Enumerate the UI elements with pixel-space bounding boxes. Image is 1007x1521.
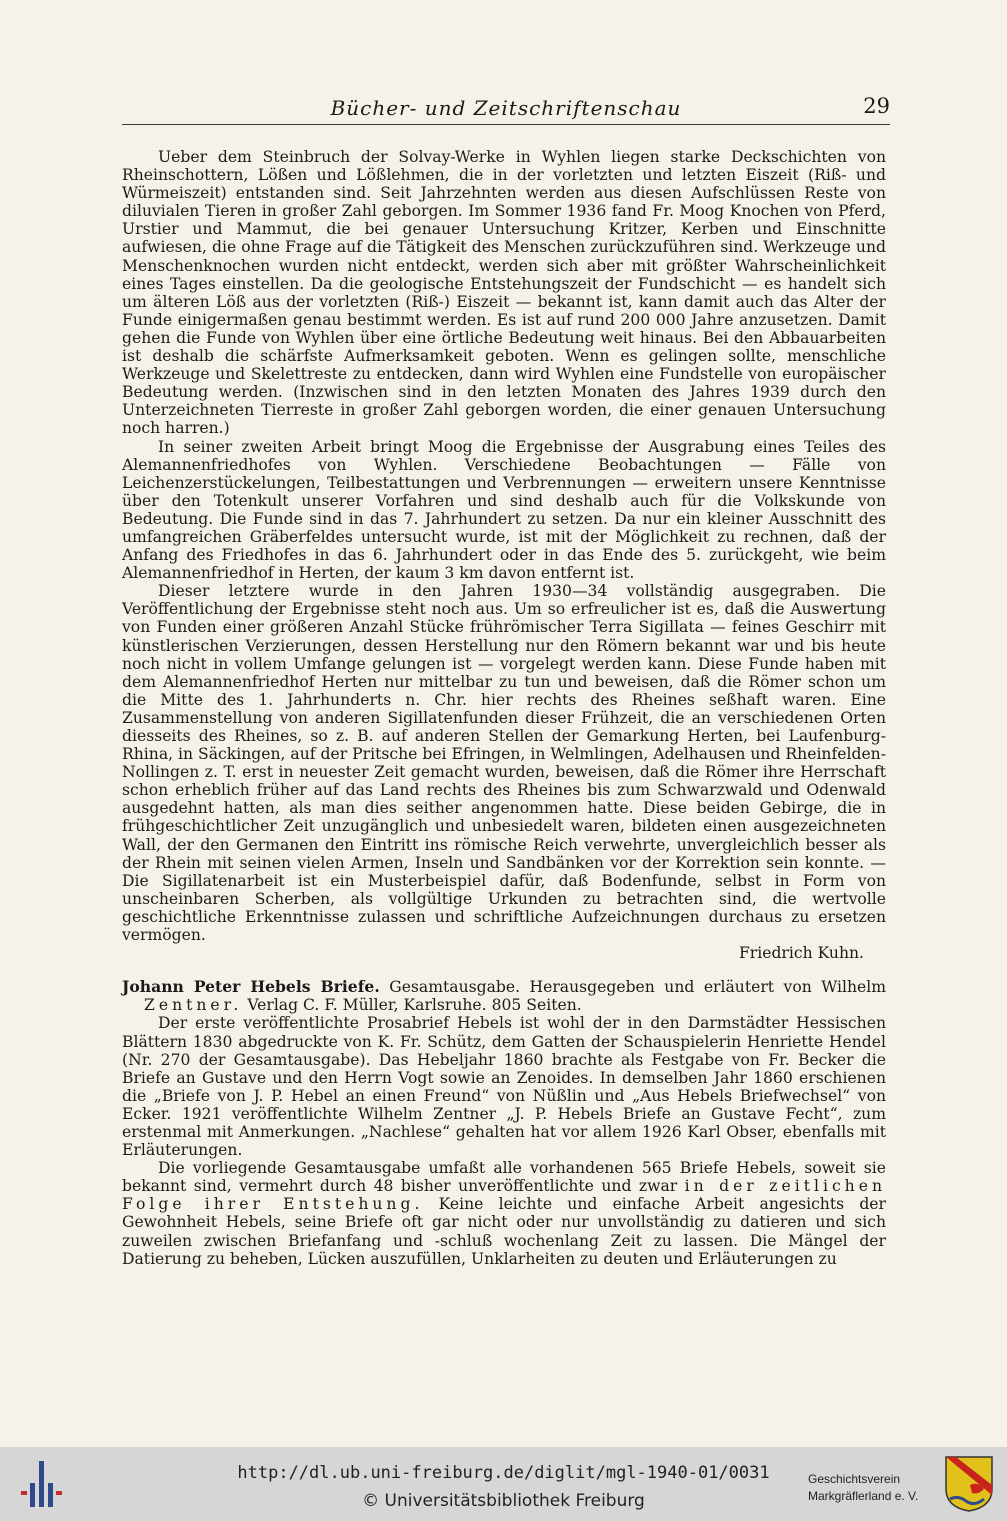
paragraph-1: Ueber dem Steinbruch der Solvay-Werke in Wyhlen liegen starke Deckschichten von Rheinschottern, Lößen und Lößlehmen, die in der vorletzten und letzten Eiszeit (Riß- und Würmeiszeit) entstanden sind. Seit Jahrzehnten werden aus diesen Aufschlüssen Reste von diluvialen Tieren in großer Zahl geborgen. Im Sommer 1936 fand Fr. Moog Knochen von Pferd, Urstier und Mammut, die bei genauer Untersuchung Kritzer, Kerben und Einschnitte aufwiesen, die ohne Frage auf die Tätigkeit des Menschen zurückzuführen sind. Werkzeuge und Menschenknochen wurden nicht entdeckt, werden sich aber mit größter Wahrscheinlichkeit eines Tages einstellen. Da die geologische Entstehungszeit der Fundschicht — es handelt sich um älteren Löß aus der vorletzten (Riß-) Eiszeit — bekannt ist, kann damit auch das Alter der Funde einigermaßen genau bestimmt werden. Es ist auf rund 200 000 Jahre anzusetzen. Damit gehen die Funde von Wyhlen über eine örtliche Bedeutung weit hinaus. Bei den Abbauarbeiten ist deshalb die schärfste Aufmerksamkeit geboten. Wenn es gelingen sollte, menschliche Werkzeuge und Skelettreste zu entdecken, dann wird Wyhlen eine Fundstelle von europäischer Bedeutung werden. (Inzwischen sind in den letzten Monaten des Jahres 1939 durch den Unterzeichneten Tierreste in großer Zahl geborgen worden, die einer genauen Untersuchung noch harren.) <box>122 148 886 438</box>
review-title: Johann Peter Hebels Briefe. <box>122 977 380 997</box>
review-details-b: Verlag C. F. Müller, Karlsruhe. 805 Seiten. <box>247 996 582 1015</box>
footer-url-link[interactable]: http://dl.ub.uni-freiburg.de/diglit/mgl-1940-01/0031 <box>237 1463 770 1483</box>
running-head <box>122 96 890 125</box>
society-name <box>808 1471 943 1505</box>
text-column <box>122 148 886 1268</box>
review-heading <box>122 978 886 1014</box>
footer-copyright: © Universitätsbibliothek Freiburg <box>362 1491 645 1511</box>
society-name-line1: Geschichtsverein <box>808 1472 901 1486</box>
page-number: 29 <box>863 94 890 118</box>
paragraph-2: In seiner zweiten Arbeit bringt Moog die Ergebnisse der Ausgrabung eines Teiles des Alemannenfriedhofes von Wyhlen. Verschiedene Beobachtungen — Fälle von Leichenzerstückelungen, Teilbestattungen und Verbrennungen — erweitern unsere Kenntnisse über den Totenkult unserer Vorfahren und sind deshalb auch für die Volkskunde von Bedeutung. Die Funde sind in das 7. Jahrhundert zu setzen. Da nur ein kleiner Ausschnitt des umfangreichen Gräberfeldes untersucht wurde, ist mit der Möglichkeit zu rechnen, daß der Anfang des Friedhofes in das 6. Jahrhundert oder in das Ende des 5. zurückgeht, wie beim Alemannenfriedhof in Herten, der kaum 3 km davon entfernt ist. <box>122 437 886 583</box>
review-paragraph-1: Der erste veröffentlichte Prosabrief Hebels ist wohl der in den Darmstädter Hessischen Blättern 1830 abgedruckte von K. Fr. Schütz, dem Gatten der Schauspielerin Henriette Hendel (Nr. 270 der Gesamtausgabe). Das Hebeljahr 1860 brachte als Festgabe von Fr. Becker die Briefe an Gustave und den Herrn Vogt sowie an Zenoides. In demselben Jahr 1860 erschienen die „Briefe von J. P. Hebel an einen Freund“ von Nüßlin und „Aus Hebels Briefwechsel“ von Ecker. 1921 veröffentlichte Wilhelm Zentner „J. P. Hebels Briefe an Gustave Fecht“, zum erstenmal mit Anmerkungen. „Nachlese“ gehalten hat vor allem 1926 Karl Obser, ebenfalls mit Erläuterungen. <box>122 1014 886 1160</box>
review-editor: Zentner. <box>144 996 243 1015</box>
coat-of-arms-icon <box>944 1455 994 1513</box>
review-details-a: Gesamtausgabe. Herausgegeben und erläutert von Wilhelm <box>389 978 886 997</box>
review-paragraph-2 <box>122 1159 886 1268</box>
running-title: Bücher- und Zeitschriftenschau <box>330 96 682 120</box>
author-signature: Friedrich Kuhn. <box>738 944 864 963</box>
viewer-footer <box>0 1447 1007 1521</box>
paragraph-3: Dieser letztere wurde in den Jahren 1930—34 vollständig ausgegraben. Die Veröffentlichung der Ergebnisse steht noch aus. Um so erfreulicher ist es, daß die Auswertung von Funden einer größeren Anzahl Stücke frührömischer Terra Sigillata — feines Geschirr mit künstlerischen Verzierungen, dessen Herstellung nur den Römern bekannt war und bis heute noch nicht in vollem Umfange gelungen ist — vorgelegt werden kann. Diese Funde haben mit dem Alemannenfriedhof Herten nur mittelbar zu tun und beweisen, daß die Römer schon um die Mitte des 1. Jahrhunderts n. Chr. hier rechts des Rheines seßhaft waren. Eine Zusammenstellung von anderen Sigillatenfunden dieser Frühzeit, die an verschiedenen Orten diesseits des Rheines, so z. B. auf anderen Stellen der Gemarkung Herten, bei Laufenburg-Rhina, in Säckingen, auf der Pritsche bei Efringen, in Welmlingen, Adelhausen und Rheinfelden-Nollingen z. T. erst in neuester Zeit gemacht wurden, beweisen, daß die Römer ihre Herrschaft schon erheblich früher auf das Land rechts des Rheines bis zum Schwarzwald und Odenwald ausgedehnt hatten, als man dies seither angenommen hatte. Diese beiden Gebirge, die in frühgeschichtlicher Zeit unzugänglich und unbesiedelt waren, bildeten einen ausgezeichneten Wall, der den Germanen den Eintritt ins römische Reich verwehrte, unvergleichlich besser als der Rhein mit seinen vielen Armen, Inseln und Sandbänken vor der Korrektion sein konnte. — Die Sigillatenarbeit ist ein Musterbeispiel dafür, daß Bodenfunde, selbst in Form von unscheinbaren Scherben, als vollgültige Urkunden zu betrachten sind, die wertvolle geschichtliche Erkenntnisse zulassen und schriftliche Aufzeichnungen durchaus zu ersetzen vermögen. <box>122 582 886 945</box>
review-paragraph-2-part2: Keine leichte und einfache Arbeit angesichts der Gewohnheit Hebels, seine Briefe oft gar nicht oder nur unvollständig zu datieren und sich zuweilen zwischen Briefanfang und -schluß wochenlang Zeit zu lassen. Die Mängel der Datierung zu beheben, Lücken auszufüllen, Unklarheiten zu deuten und Erläuterungen zu <box>122 1195 886 1268</box>
review-paragraph-2-spaced: in der zeitlichen Folge ihrer Entstehung. <box>122 1177 886 1214</box>
review-paragraph-2-part1: Die vorliegende Gesamtausgabe umfaßt alle vorhandenen 565 Briefe Hebels, soweit sie bekannt sind, vermehrt durch 48 bisher unveröffentlichte und zwar <box>122 1159 886 1196</box>
society-name-line2: Markgräflerland e. V. <box>808 1489 919 1503</box>
